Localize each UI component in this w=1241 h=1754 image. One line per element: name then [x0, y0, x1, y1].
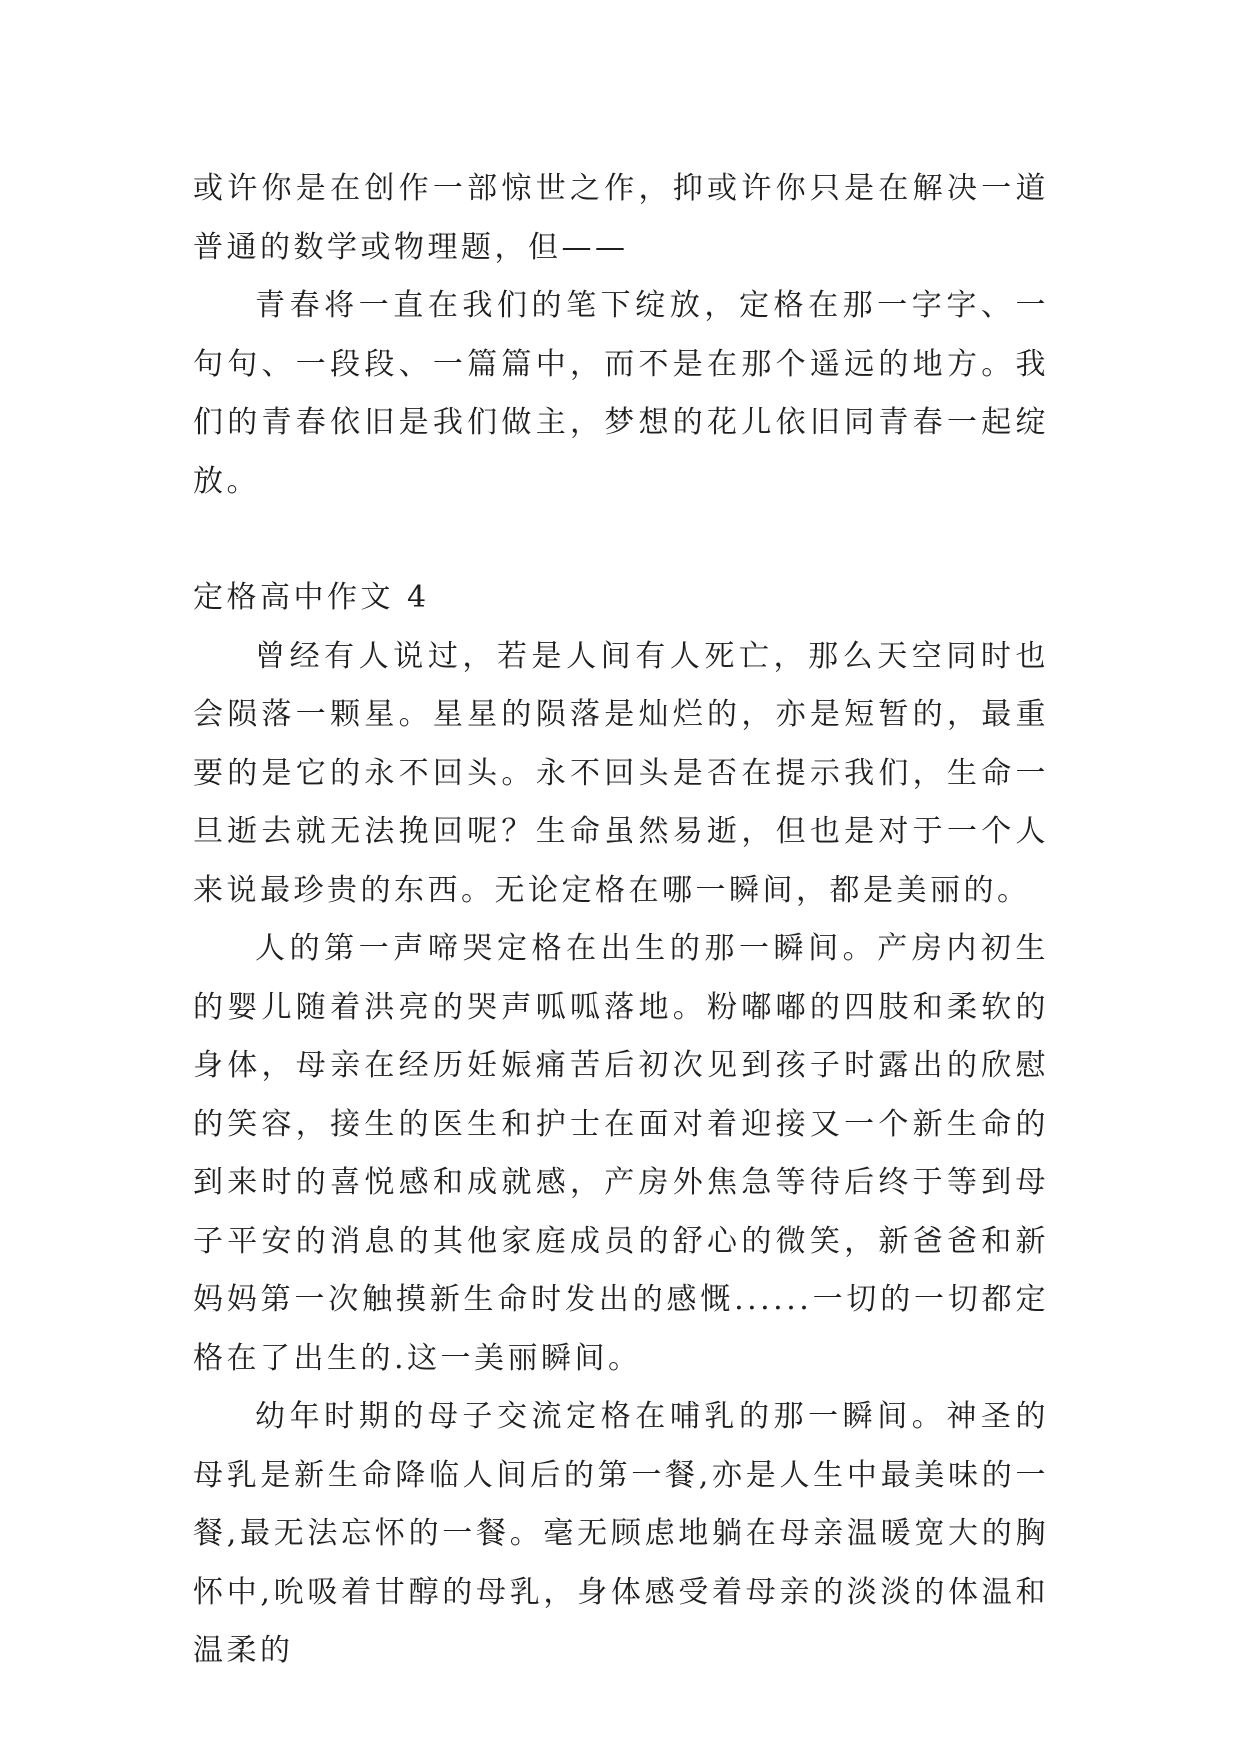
paragraph-4: 人的第一声啼哭定格在出生的那一瞬间。产房内初生的婴儿随着洪亮的哭声呱呱落地。粉嘟嘟的四肢和柔软的身体，母亲在经历妊娠痛苦后初次见到孩子时露出的欣慰的笑容，接生的医生和护士在面对着迎接又一个新生命的到来时的喜悦感和成就感，产房外焦急等待后终于等到母子平安的消息的其他家庭成员的舒心的微笑，新爸爸和新妈妈第一次触摸新生命时发出的感慨......一切的一切都定格在了出生的.这一美丽瞬间。 — [193, 931, 1049, 1376]
paragraph-2: 青春将一直在我们的笔下绽放，定格在那一字字、一句句、一段段、一篇篇中，而不是在那个遥远的地方。我们的青春依旧是我们做主，梦想的花儿依旧同青春一起绽放。 — [193, 288, 1049, 499]
document-body — [193, 160, 1049, 1681]
paragraph-3: 曾经有人说过，若是人间有人死亡，那么天空同时也会陨落一颗星。星星的陨落是灿烂的，亦是短暂的，最重要的是它的永不回头。永不回头是否在提示我们，生命一旦逝去就无法挽回呢？生命虽然易逝，但也是对于一个人来说最珍贵的东西。无论定格在哪一瞬间，都是美丽的。 — [193, 638, 1049, 908]
paragraph-5: 幼年时期的母子交流定格在哺乳的那一瞬间。神圣的母乳是新生命降临人间后的第一餐,亦是人生中最美味的一餐,最无法忘怀的一餐。毫无顾虑地躺在母亲温暖宽大的胸怀中,吮吸着甘醇的母乳，身体感受着母亲的淡淡的体温和温柔的 — [193, 1399, 1049, 1668]
section-spacer — [193, 511, 1049, 569]
section-title: 定格高中作文 4 — [193, 580, 430, 615]
paragraph-1: 或许你是在创作一部惊世之作，抑或许你只是在解决一道普通的数学或物理题，但—— — [193, 171, 1049, 265]
